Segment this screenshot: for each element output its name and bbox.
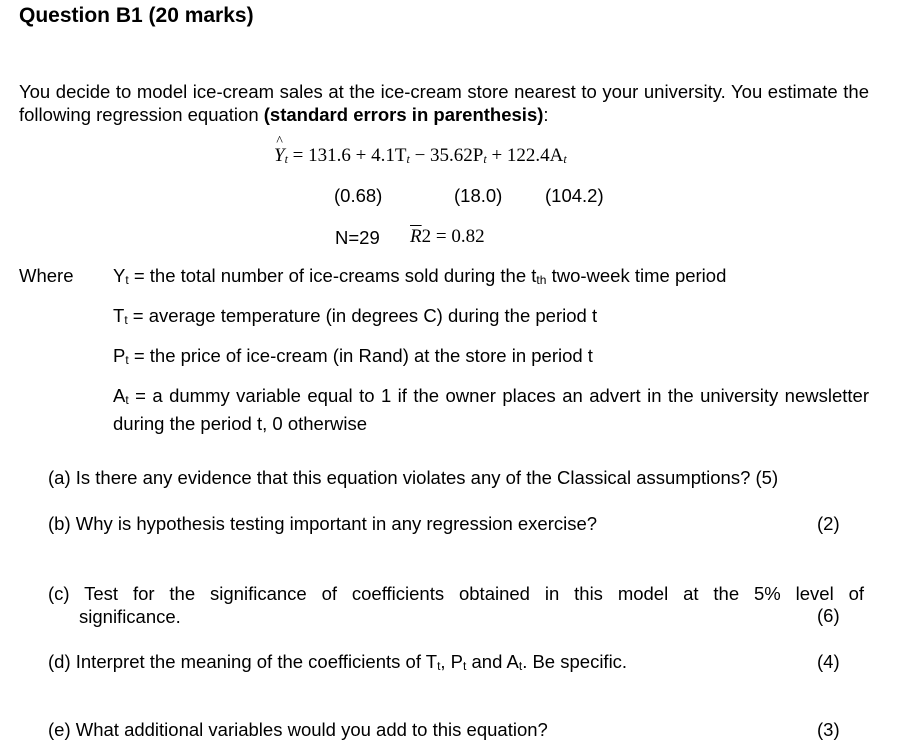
equation-rhs-p <box>410 145 487 166</box>
question-d-text-b: , P <box>440 651 464 672</box>
r-squared <box>410 226 485 248</box>
equation-rhs-t <box>293 145 410 166</box>
definition-t-var: T <box>113 305 125 326</box>
equation-a-text: + 122.4A <box>486 145 564 166</box>
definition-t <box>113 305 597 327</box>
regression-equation <box>274 145 567 167</box>
equation-rhs-text: = 131.6 + 4.1T <box>292 145 407 166</box>
where-label: Where <box>19 265 74 286</box>
r-squared-symbol: $\overline{R}$ <box>410 226 422 247</box>
definition-a <box>113 384 869 435</box>
definition-y-var: Y <box>113 265 126 286</box>
question-d-sub-a: t <box>518 659 523 673</box>
question-d-sub-t: t <box>437 659 441 673</box>
definition-a-line2: newsletter during the period t, 0 otherwise <box>113 385 869 434</box>
question-b: (b) Why is hypothesis testing important in any regression exercise? <box>48 513 598 534</box>
question-c-line2: significance. <box>79 606 181 627</box>
equation-p-sub: t <box>483 152 487 166</box>
std-error-t: (0.68) <box>334 185 383 206</box>
definition-t-sub: t <box>124 313 128 327</box>
question-d-text-a: (d) Interpret the meaning of the coefficients of T <box>48 651 438 672</box>
question-title: Question B1 (20 marks) <box>19 4 254 27</box>
question-c <box>48 582 864 628</box>
equation-lhs: ^ Y <box>274 145 285 167</box>
definition-y-sub: t <box>125 273 129 287</box>
equation-a-sub: t <box>563 152 567 166</box>
definition-p-text: = the price of ice-cream (in Rand) at the store in period t <box>128 345 593 366</box>
intro-text: You decide to model ice-cream sales at the ice-cream store nearest to your university. You estimate the following regression equation <box>19 81 869 125</box>
question-d-text-c: and A <box>466 651 519 672</box>
equation-t-sub: t <box>406 152 410 166</box>
question-d-text-d: . Be specific. <box>522 651 628 672</box>
question-d-marks: (4) <box>817 651 840 672</box>
question-c-line1: (c) Test for the significance of coefficients obtained in this model at the 5% level of <box>48 583 864 604</box>
equation-p-text: − 35.62P <box>409 145 484 166</box>
question-e: (e) What additional variables would you add to this equation? <box>48 719 548 740</box>
definition-y-text-a: = the total number of ice-creams sold during the t <box>128 265 537 286</box>
question-c-marks: (6) <box>817 605 840 626</box>
equation-lhs-sub: t <box>284 152 288 166</box>
definition-t-text: = average temperature (in degrees C) during the period t <box>127 305 598 326</box>
definition-y <box>113 265 726 287</box>
equation-rhs-a <box>487 145 567 166</box>
question-b-marks: (2) <box>817 513 840 534</box>
intro-paragraph <box>19 80 869 126</box>
definition-a-line1: = a dummy variable equal to 1 if the owner places an advert in the university <box>128 385 779 406</box>
intro-bold-text: (standard errors in parenthesis) <box>263 104 544 125</box>
std-error-p: (18.0) <box>454 185 503 206</box>
sample-size: N=29 <box>335 227 380 248</box>
definition-p-var: P <box>113 345 126 366</box>
question-d <box>48 651 627 673</box>
question-e-marks: (3) <box>817 719 840 740</box>
definition-y-th: th <box>536 273 547 287</box>
definition-p-sub: t <box>125 353 129 367</box>
definition-p <box>113 345 593 367</box>
definition-a-var: A <box>113 385 126 406</box>
question-a: (a) Is there any evidence that this equation violates any of the Classical assumptions? (5) <box>48 467 779 488</box>
std-error-a: (104.2) <box>545 185 604 206</box>
definition-y-text-b: two-week time period <box>546 265 727 286</box>
intro-end: : <box>543 104 549 125</box>
question-d-sub-p: t <box>463 659 467 673</box>
definition-a-sub: t <box>125 393 129 407</box>
r-squared-value: 2 = 0.82 <box>421 226 485 247</box>
